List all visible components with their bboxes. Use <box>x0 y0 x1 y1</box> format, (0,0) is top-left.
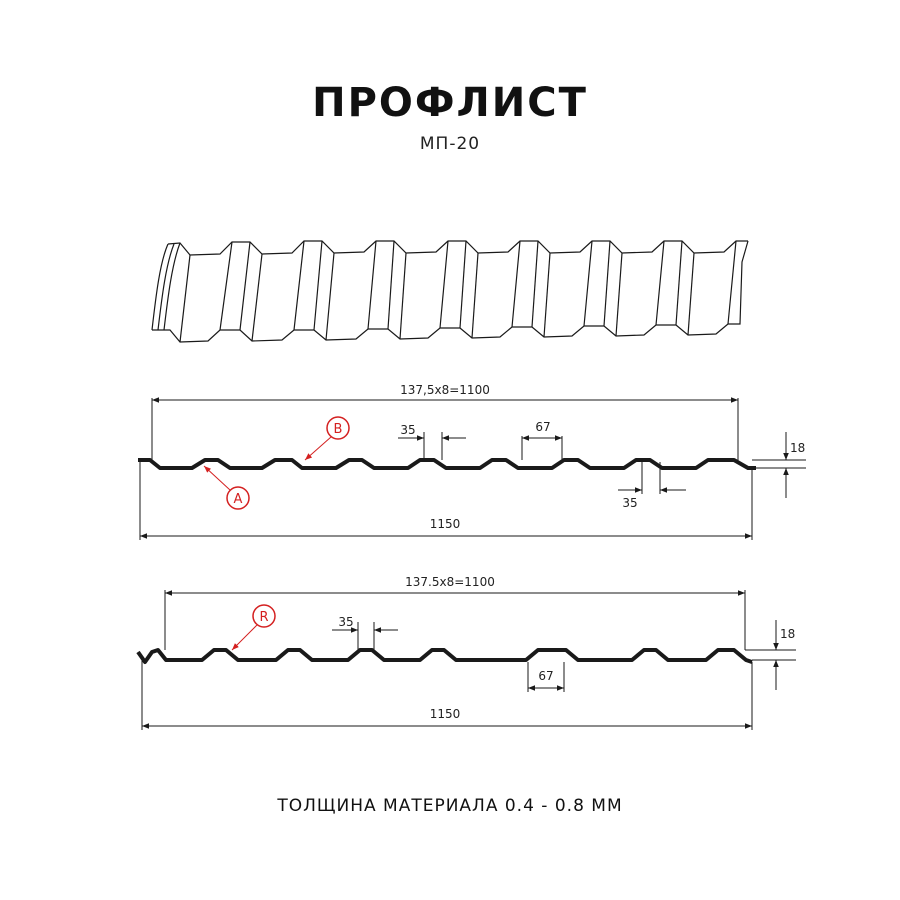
rib-label-bottom: 35 <box>622 496 638 510</box>
sheet-right-edge <box>738 241 748 324</box>
width-label: 1150 <box>429 517 461 531</box>
sheet-top-edge <box>168 241 748 255</box>
model-subtitle: МП-20 <box>419 134 481 154</box>
pitch-label: 137,5x8=1100 <box>400 383 490 397</box>
rib-label-r: 35 <box>338 615 354 629</box>
pitch-label-r: 137.5x8=1100 <box>405 575 495 589</box>
bottom-flat-label: 67 <box>538 669 554 683</box>
sheet-3d-illustration <box>152 241 748 342</box>
marker-a-label: A <box>233 492 243 507</box>
rib-label-top: 35 <box>400 423 416 437</box>
profile-section-ab <box>138 383 806 540</box>
height-label: 18 <box>790 441 806 455</box>
width-label-r: 1150 <box>429 707 461 721</box>
top-flat-label: 67 <box>535 420 551 434</box>
marker-b-label: B <box>333 422 343 437</box>
profile-r-line <box>138 650 752 662</box>
page-title: ПРОФЛИСТ <box>312 80 588 126</box>
marker-r-label: R <box>259 610 269 625</box>
profile-ab-line <box>138 460 756 468</box>
sheet-rib <box>220 242 232 330</box>
material-thickness-note: ТОЛЩИНА МАТЕРИАЛА 0.4 - 0.8 ММ <box>277 796 623 816</box>
height-label-r: 18 <box>780 627 796 641</box>
profile-section-r <box>138 575 796 730</box>
